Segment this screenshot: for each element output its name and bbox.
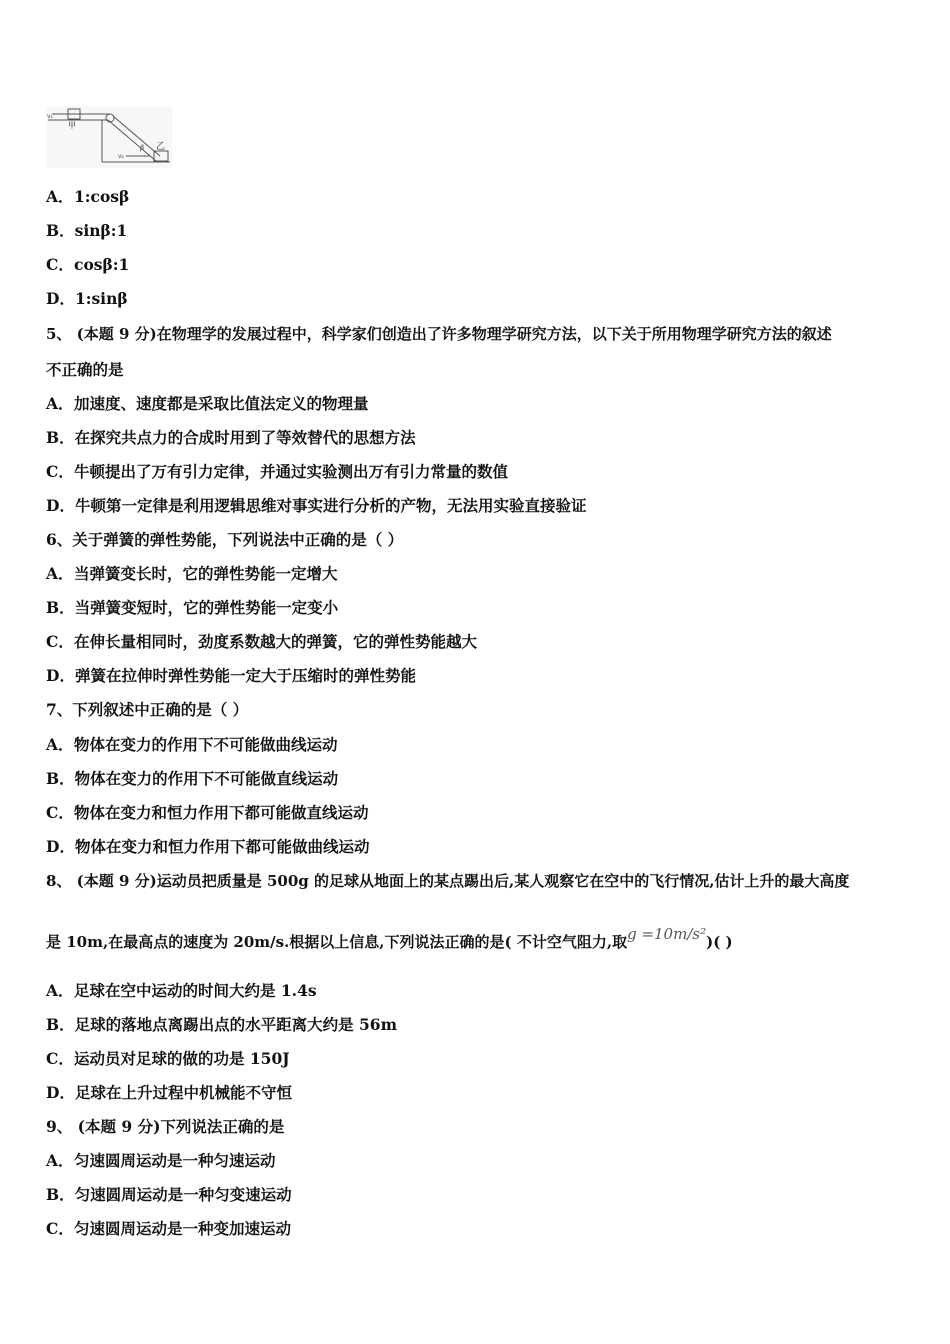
option-text: 足球的落地点离踢出点的水平距离大约是 56m	[74, 1015, 397, 1034]
option-letter: C．	[46, 632, 74, 651]
option-text: 运动员对足球的做的功是 150J	[74, 1049, 290, 1068]
option-text: 当弹簧变短时，它的弹性势能一定变小	[74, 598, 339, 617]
q6-option-a	[46, 564, 338, 584]
option-text: cosβ:1	[74, 255, 130, 274]
option-letter: C．	[46, 462, 74, 481]
q5-option-d	[46, 496, 586, 516]
q9-option-c	[46, 1219, 291, 1239]
option-text: 物体在变力的作用下不可能做曲线运动	[74, 735, 338, 754]
option-letter: B．	[46, 1185, 75, 1204]
gravity-formula: g =10m/s²	[627, 925, 707, 943]
option-text: 弹簧在拉伸时弹性势能一定大于压缩时的弹性势能	[74, 666, 416, 685]
q6-option-d	[46, 666, 416, 686]
option-letter: B．	[46, 598, 75, 617]
option-letter: B．	[46, 221, 75, 240]
q4-option-d	[46, 289, 128, 309]
q6-stem: 6、关于弹簧的弹性势能，下列说法中正确的是（ ）	[46, 530, 404, 549]
option-letter: A．	[46, 564, 74, 583]
option-text: 足球在空中运动的时间大约是 1.4s	[74, 981, 317, 1000]
option-text: sinβ:1	[74, 221, 128, 240]
option-letter: A．	[46, 394, 74, 413]
q4-option-b	[46, 221, 127, 241]
option-letter: D．	[46, 289, 75, 308]
option-text: 1:cosβ	[74, 187, 130, 206]
option-text: 加速度、速度都是采取比值法定义的物理量	[74, 394, 369, 413]
option-letter: C．	[46, 255, 74, 274]
option-text: 匀速圆周运动是一种变加速运动	[74, 1219, 292, 1238]
q4-option-a	[46, 187, 129, 207]
option-text: 牛顿提出了万有引力定律，并通过实验测出万有引力常量的数值	[74, 462, 509, 481]
option-letter: A．	[46, 735, 74, 754]
option-text: 匀速圆周运动是一种匀变速运动	[74, 1185, 292, 1204]
q5-option-c	[46, 462, 508, 482]
option-text: 牛顿第一定律是利用逻辑思维对事实进行分析的产物，无法用实验直接验证	[74, 496, 587, 515]
q5-option-b	[46, 428, 416, 448]
incline-pulley-figure	[46, 106, 172, 168]
q6-option-c	[46, 632, 477, 652]
q8-stem-post: )( )	[706, 933, 733, 951]
label-beta: β	[140, 144, 145, 152]
option-letter: C．	[46, 1049, 74, 1068]
q5-stem-line1: 5、 (本题 9 分)在物理学的发展过程中，科学家们创造出了许多物理学研究方法，以下关于所用物理学研究方法的叙述	[46, 325, 832, 343]
q7-stem: 7、下列叙述中正确的是（ ）	[46, 700, 249, 719]
option-letter: D．	[46, 496, 75, 515]
q7-option-b	[46, 769, 338, 789]
option-letter: B．	[46, 769, 75, 788]
option-letter: B．	[46, 1015, 75, 1034]
q7-option-a	[46, 735, 338, 755]
q8-option-a	[46, 981, 317, 1001]
option-text: 足球在上升过程中机械能不守恒	[74, 1083, 292, 1102]
option-text: 在伸长量相同时，劲度系数越大的弹簧，它的弹性势能越大	[74, 632, 478, 651]
option-letter: D．	[46, 1083, 75, 1102]
option-letter: A．	[46, 187, 74, 206]
q9-option-a	[46, 1151, 276, 1171]
label-jia: 甲	[68, 121, 76, 130]
q8-option-d	[46, 1083, 292, 1103]
q6-option-b	[46, 598, 338, 618]
option-letter: C．	[46, 1219, 74, 1238]
label-yi: 乙	[156, 142, 166, 152]
option-letter: A．	[46, 981, 74, 1000]
option-text: 物体在变力和恒力作用下都可能做直线运动	[74, 803, 369, 822]
q8-option-c	[46, 1049, 290, 1069]
option-text: 物体在变力的作用下不可能做直线运动	[74, 769, 339, 788]
q8-stem-line1: 8、 (本题 9 分)运动员把质量是 500g 的足球从地面上的某点踢出后,某人观察它在空中的飞行情况,估计上升的最大高度	[46, 872, 850, 890]
q8-stem-pre: 是 10m,在最高点的速度为 20m/s.根据以上信息,下列说法正确的是( 不计空气阻力,取	[46, 933, 628, 951]
q8-stem-line2	[46, 925, 733, 952]
q7-option-d	[46, 837, 369, 857]
option-text: 1:sinβ	[74, 289, 128, 308]
q5-stem-line2: 不正确的是	[46, 360, 124, 379]
option-text: 在探究共点力的合成时用到了等效替代的思想方法	[74, 428, 416, 447]
option-letter: D．	[46, 837, 75, 856]
option-letter: B．	[46, 428, 75, 447]
q5-option-a	[46, 394, 369, 414]
option-text: 当弹簧变长时，它的弹性势能一定增大	[74, 564, 338, 583]
q8-option-b	[46, 1015, 397, 1035]
option-letter: D．	[46, 666, 75, 685]
q9-option-b	[46, 1185, 292, 1205]
q9-stem: 9、 (本题 9 分)下列说法正确的是	[46, 1117, 285, 1136]
option-letter: C．	[46, 803, 74, 822]
option-text: 物体在变力和恒力作用下都可能做曲线运动	[74, 837, 370, 856]
label-v2: v₂	[118, 153, 124, 160]
option-letter: A．	[46, 1151, 74, 1170]
label-v1: v₁	[47, 113, 53, 120]
q4-option-c	[46, 255, 129, 275]
option-text: 匀速圆周运动是一种匀速运动	[74, 1151, 276, 1170]
q7-option-c	[46, 803, 369, 823]
